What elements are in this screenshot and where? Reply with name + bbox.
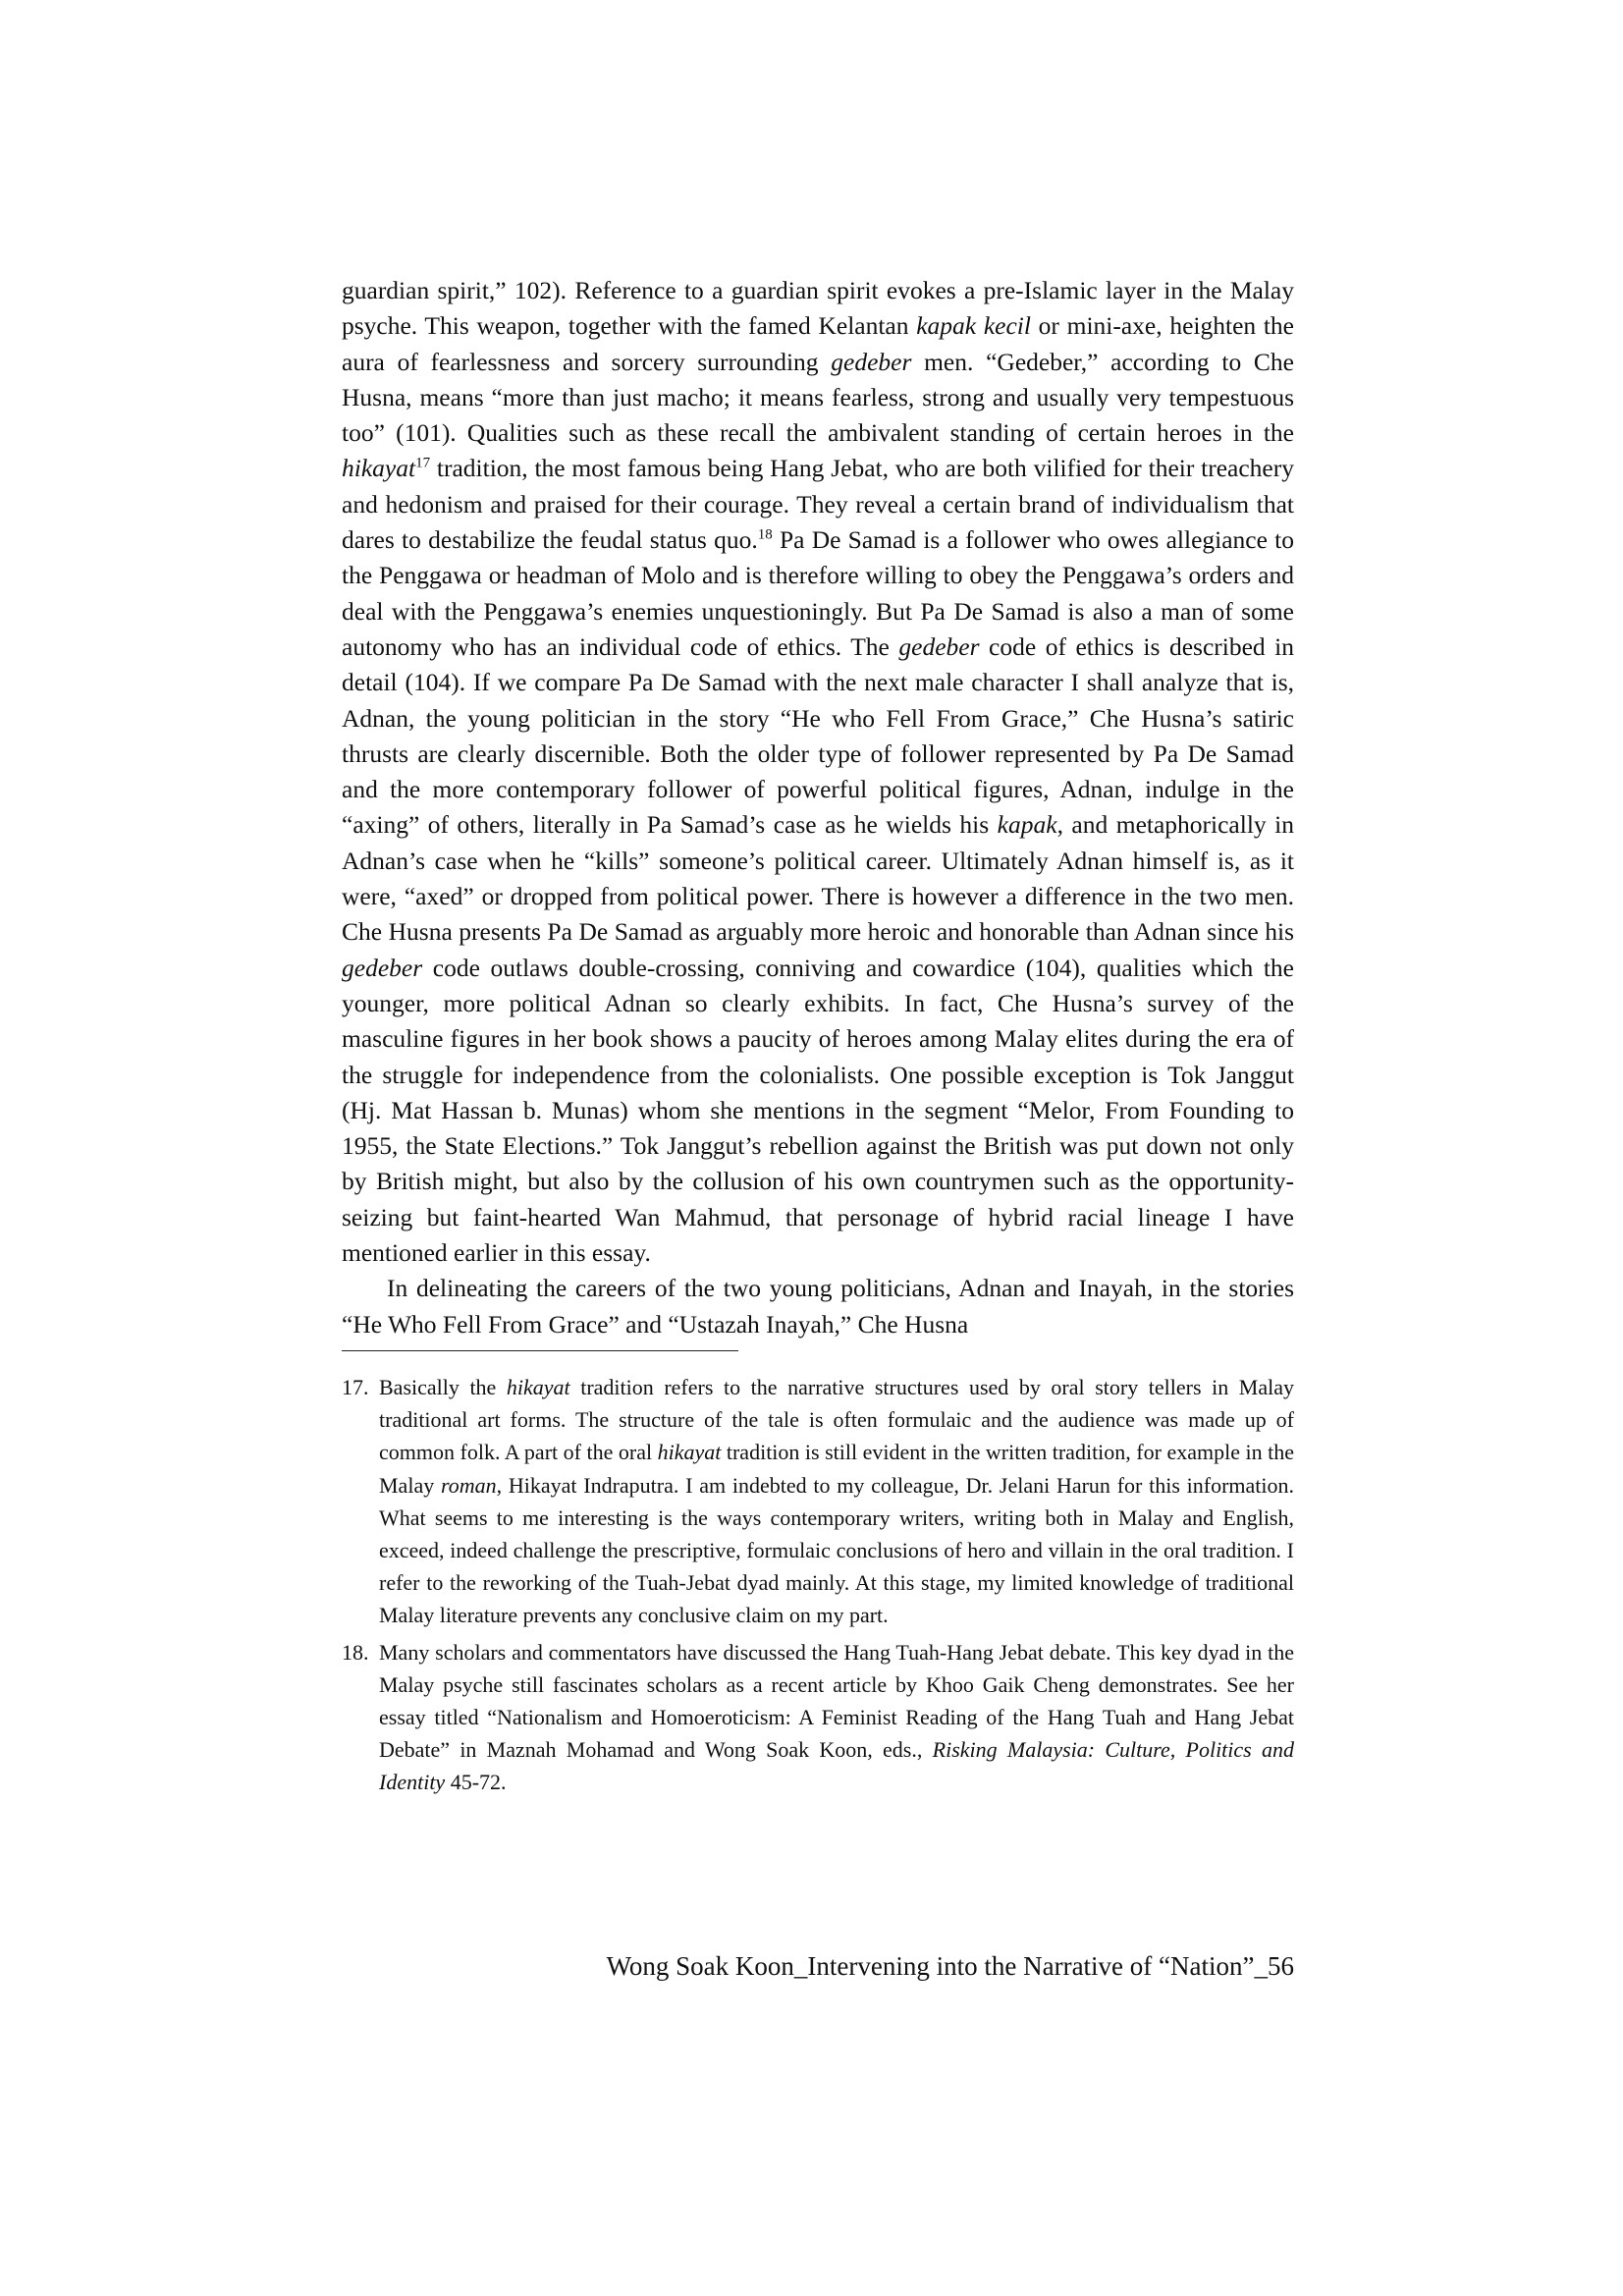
footnote-text — [379, 1371, 1294, 1632]
italic-term: Risking Malaysia: Culture, Politics and Identity — [379, 1737, 1294, 1795]
main-text — [342, 273, 1294, 1342]
italic-term: kapak kecil — [916, 311, 1031, 341]
text-run: tradition, the most famous being Hang Jebat, who are both vilified for their treachery and hedonism and praised for their courage. They reveal a certain brand of individualism that dares to destabilize the feudal status quo. — [342, 454, 1294, 555]
page-content — [342, 273, 1294, 1803]
footnote-ref: 17 — [415, 455, 431, 471]
italic-term: gedeber — [898, 631, 980, 661]
text-run: Basically the — [379, 1374, 507, 1399]
italic-term: hikayat — [342, 454, 416, 483]
paragraph-1 — [342, 273, 1294, 1271]
text-run: or mini-axe, heighten the aura of fearlessness and sorcery surrounding — [342, 311, 1295, 376]
italic-term: hikayat — [506, 1374, 570, 1399]
footnote-number: 17. — [342, 1374, 369, 1399]
footnote-17 — [342, 1371, 1294, 1632]
text-run: tradition is still evident in the written tradition, for example in the Malay — [379, 1440, 1295, 1498]
footnotes — [342, 1371, 1294, 1799]
text-run: 45-72. — [445, 1770, 507, 1795]
italic-term: hikayat — [657, 1440, 722, 1465]
running-footer: Wong Soak Koon_Intervening into the Narrative of “Nation”_56 — [606, 1951, 1294, 1981]
italic-term: gedeber — [831, 347, 912, 376]
footnote-18 — [342, 1636, 1294, 1799]
footnote-text — [379, 1636, 1294, 1799]
text-run: tradition refers to the narrative structures used by oral story tellers in Malay traditional art forms. The structure of the tale is often formulaic and the audience was made up of common folk. A part of the oral — [379, 1374, 1294, 1465]
italic-term: gedeber — [342, 953, 423, 982]
text-run: Many scholars and commentators have discussed the Hang Tuah-Hang Jebat debate. This key dyad in the Malay psyche still fascinates scholars as a recent article by Khoo Gaik Cheng demonstrates. See her essay titled “Nationalism and Homoeroticism: A Feminist Reading of the Hang Tuah and Hang Jebat Debate” in Maznah Mohamad and Wong Soak Koon, eds., — [379, 1639, 1294, 1763]
text-run: guardian spirit,” 102). Reference to a guardian spirit evokes a pre-Islamic layer in the Malay psyche. This weapon, together with the famed Kelantan — [342, 276, 1294, 341]
text-run: code of ethics is described in detail (104). If we compare Pa De Samad with the next male character I shall analyze that is, Adnan, the young politician in the story “He who Fell From Grace,” Che Husna’s satiric thrusts are clearly discernible. Both the older type of follower represented by Pa De Samad and the more contemporary follower of powerful political figures, Adnan, indulge in the “axing” of others, literally in Pa Samad’s case as he wields his — [342, 631, 1294, 840]
footnote-number: 18. — [342, 1639, 369, 1665]
text-run: , Hikayat Indraputra. I am indebted to my colleague, Dr. Jelani Harun for this information. What seems to me interesting is the ways contemporary writers, writing both in Malay and English, exceed, indeed challenge the prescriptive, formulaic conclusions of hero and villain in the oral tradition. I refer to the reworking of the Tuah-Jebat dyad mainly. At this stage, my limited knowledge of traditional Malay literature prevents any conclusive claim on my part. — [379, 1472, 1295, 1628]
italic-term: roman — [440, 1472, 497, 1498]
text-run: In delineating the careers of the two young politicians, Adnan and Inayah, in the stories “He Who Fell From Grace” and “Ustazah Inayah,” Che Husna — [342, 1274, 1294, 1339]
footnote-separator — [342, 1350, 738, 1351]
italic-term: kapak — [997, 810, 1057, 840]
text-run: code outlaws double-crossing, conniving and cowardice (104), qualities which the younger, more political Adnan so clearly exhibits. In fact, Che Husna’s survey of the masculine figures in her book shows a paucity of heroes among Malay elites during the era of the struggle for independence from the colonialists. One possible exception is Tok Janggut (Hj. Mat Hassan b. Munas) whom she mentions in the segment “Melor, From Founding to 1955, the State Elections.” Tok Janggut’s rebellion against the British was put down not only by British might, but also by the collusion of his own countrymen such as the opportunity-seizing but faint-hearted Wan Mahmud, that personage of hybrid racial lineage I have mentioned earlier in this essay. — [342, 953, 1294, 1268]
text-run: men. “Gedeber,” according to Che Husna, means “more than just macho; it means fearless, strong and usually very tempestuous too” (101). Qualities such as these recall the ambivalent standing of certain heroes in the — [342, 347, 1294, 448]
paragraph-2 — [342, 1271, 1294, 1342]
text-run: Pa De Samad is a follower who owes allegiance to the Penggawa or headman of Molo and is therefore willing to obey the Penggawa’s orders and deal with the Penggawa’s enemies unquestioningly. But Pa De Samad is also a man of some autonomy who has an individual code of ethics. The — [342, 525, 1295, 661]
text-run: , and metaphorically in Adnan’s case when he “kills” someone’s political career. Ultimately Adnan himself is, as it were, “axed” or dropped from political power. There is however a difference in the two men. Che Husna presents Pa De Samad as arguably more heroic and honorable than Adnan since his — [342, 810, 1294, 947]
footnote-ref: 18 — [757, 526, 773, 543]
